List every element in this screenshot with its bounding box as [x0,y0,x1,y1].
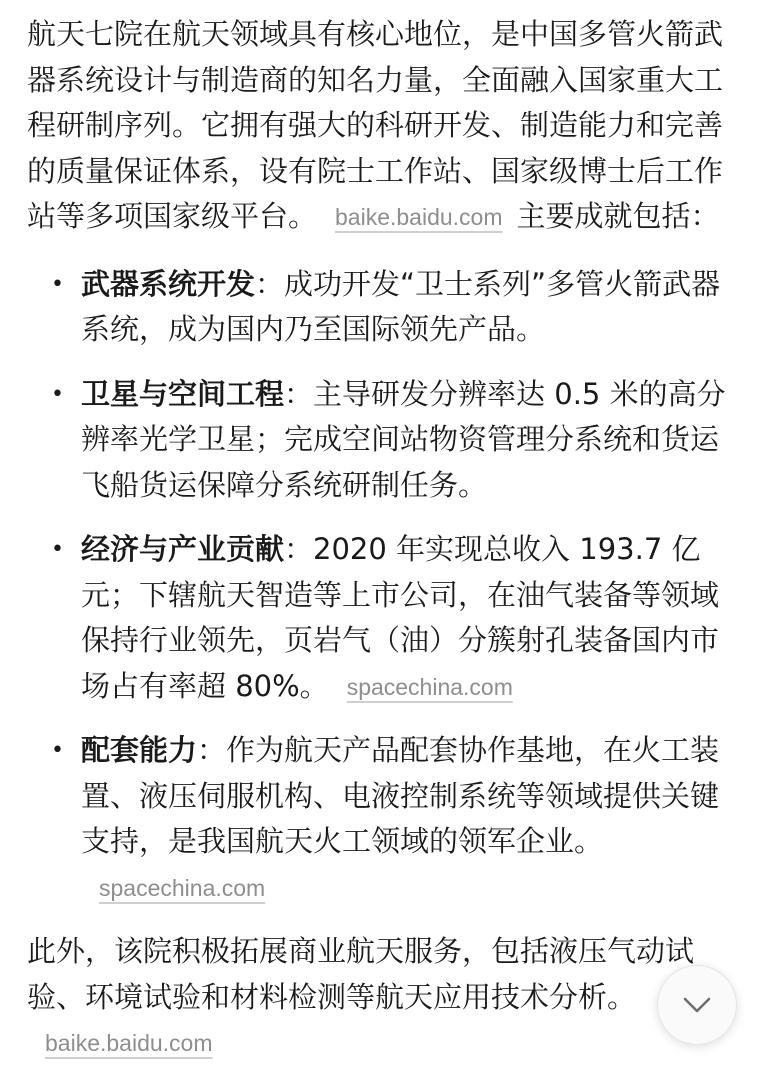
list-item-support [27,728,739,910]
list-item-economy [27,527,739,709]
source-link-baike-outro[interactable]: baike.baidu.com [45,1030,213,1056]
item-colon: ： [255,266,285,301]
achievements-list [27,262,739,911]
item-term: 配套能力 [81,733,198,767]
item-text: 作为航天产品配套协作基地，在火工装置、液压伺服机构、电液控制系统等领域提供关键支持，是我国航天火工领域的领军企业。 [81,733,720,858]
item-text: 成功开发“卫士系列”多管火箭武器系统，成为国内乃至国际领先产品。 [81,266,721,346]
item-colon: ： [284,376,314,411]
item-text: 2020 年实现总收入 193.7 亿元；下辖航天智造等上市公司，在油气装备等领域保持行业领先，页岩气（油）分簇射孔装备国内市场占有率超 80%。 [81,532,720,703]
intro-text: 航天七院在航天领域具有核心地位，是中国多管火箭武器系统设计与制造商的知名力量，全面融入国家重大工程研制序列。它拥有强大的科研开发、制造能力和完善的质量保证体系，设有院士工作站、国家级博士后工作站等多项国家级平台。 [27,17,724,233]
bullet-icon: • [51,381,64,407]
answer-content [27,12,739,1066]
list-item-weapons [27,262,739,353]
source-link-spacechina-support[interactable]: spacechina.com [99,874,266,901]
intro-paragraph [27,12,739,240]
item-term: 武器系统开发 [81,266,256,301]
chevron-down-icon [682,996,712,1014]
item-term: 经济与产业贡献 [81,532,285,566]
source-link-spacechina-economy[interactable]: spacechina.com [346,673,513,700]
outro-text: 此外，该院积极拓展商业航天服务，包括液压气动试验、环境试验和材料检测等航天应用技术分析。 [27,934,695,1014]
item-colon: ： [197,733,227,767]
bullet-icon: • [51,738,64,763]
item-colon: ： [284,532,314,566]
bullet-icon: • [51,271,64,297]
scroll-down-button[interactable] [657,965,737,1045]
item-text: 主导研发分辨率达 0.5 米的高分辨率光学卫星；完成空间站物资管理分系统和货运飞船货运保障分系统研制任务。 [81,376,726,502]
source-link-baike-intro[interactable]: baike.baidu.com [335,204,503,230]
intro-tail: 主要成就包括： [516,199,720,233]
list-item-satellite [27,372,739,509]
outro-paragraph [27,929,739,1066]
bullet-icon: • [51,537,64,562]
item-term: 卫星与空间工程 [81,376,285,411]
